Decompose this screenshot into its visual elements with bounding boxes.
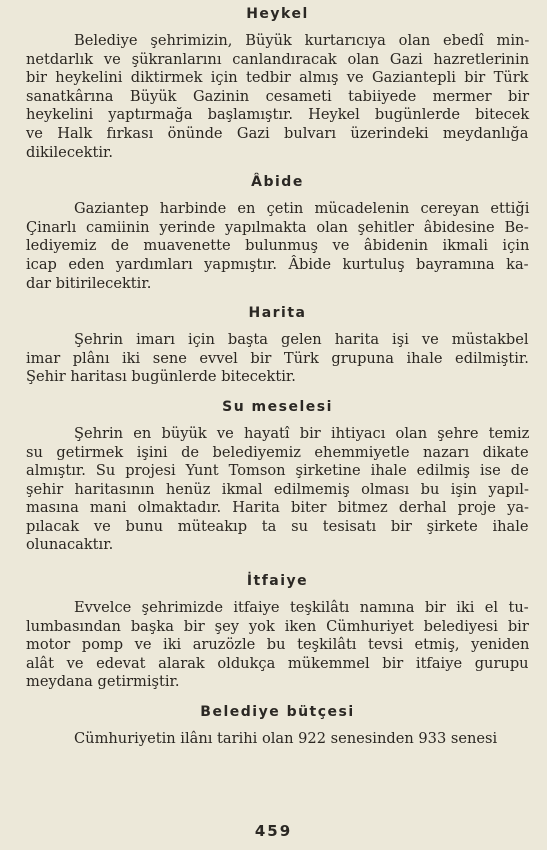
section-heading: Heykel — [246, 6, 309, 22]
text-line: dar bitirilecektir. — [26, 274, 152, 292]
text-line: şehir haritasının henüz ikmal edilmemiş olması bu işin yapıl- — [26, 480, 529, 498]
page-number: 459 — [254, 822, 293, 840]
text-line: Şehrin imarı için başta gelen harita işi ve müstakbel — [74, 331, 529, 349]
text-line: Cümhuriyetin ilânı tarihi olan 922 senesinden 933 senesi — [74, 730, 498, 748]
section-heading: İtfaiye — [246, 573, 309, 590]
section-paragraph — [26, 331, 529, 387]
section-heading: Belediye bütçesi — [200, 704, 355, 721]
section-abide — [26, 174, 529, 293]
text-line: bir heykelini diktirmek için tedbir almış ve Gaziantepli bir Türk — [26, 69, 529, 87]
text-line: ve Halk fırkası önünde Gazi bulvarı üzerindeki meydanlığa — [26, 124, 529, 142]
text-line: Gaziantep harbinde en çetin mücadelenin cereyan ettiği — [74, 200, 530, 218]
text-line: meydana getirmiştir. — [26, 673, 180, 691]
section-itfaiye — [26, 573, 529, 692]
text-line: Şehir haritası bugünlerde bitecektir. — [26, 368, 296, 386]
section-harita — [26, 305, 529, 387]
text-line: pılacak ve bunu müteakıp ta su tesisatı bir şirkete ihale — [26, 517, 529, 535]
section-heading: Harita — [248, 305, 307, 322]
text-line: olunacaktır. — [26, 536, 114, 554]
text-line: heykelini yaptırmağa başlamıştır. Heykel bugünlerde bitecek — [26, 106, 530, 124]
text-line: imar plânı iki sene evvel bir Türk grupuna ihale edilmiştir. — [26, 349, 529, 367]
section-paragraph — [26, 200, 529, 293]
text-line: Evvelce şehrimizde itfaiye teşkilâtı namına bir iki el tu- — [74, 599, 529, 617]
text-line: su getirmek işini de belediyemiz ehemmiyetle nazarı dikate — [26, 443, 529, 461]
text-line: almıştır. Su projesi Yunt Tomson şirketine ihale edilmiş ise de — [26, 462, 529, 480]
text-line: sanatkârına Büyük Gazinin cesameti tabiiyede mermer bir — [26, 87, 530, 105]
section-paragraph — [26, 730, 529, 749]
text-line: alât ve edevat alarak oldukça mükemmel bir itfaiye gurupu — [26, 654, 529, 672]
section-paragraph — [26, 32, 529, 162]
text-line: masına mani olmaktadır. Harita biter bitmez derhal proje ya- — [26, 499, 529, 517]
text-line: icap eden yardımları yapmıştır. Âbide kurtuluş bayramına ka- — [26, 255, 529, 273]
section-heading: Âbide — [251, 174, 304, 191]
section-paragraph — [26, 599, 529, 692]
section-paragraph — [26, 425, 529, 555]
section-heading: Su meselesi — [222, 398, 333, 415]
text-line: Belediye şehrimizin, Büyük kurtarıcıya olan ebedî min- — [74, 32, 530, 49]
section-belediye-butcesi — [26, 704, 529, 749]
section-su-meselesi — [26, 399, 529, 555]
text-line: motor pomp ve iki aruzözle bu teşkilâtı tevsi etmiş, yeniden — [26, 636, 530, 654]
text-line: lediyemiz de muavenette bulunmuş ve âbidenin ikmali için — [26, 237, 530, 255]
text-line: Çinarlı camiinin yerinde yapılmakta olan şehitler âbidesine Be- — [26, 218, 529, 236]
text-line: dikilecektir. — [26, 143, 114, 161]
section-heykel — [26, 6, 529, 162]
text-line: netdarlık ve şükranlarını canlandıracak olan Gazi hazretlerinin — [26, 50, 530, 68]
text-line: lumbasından başka bir şey yok iken Cümhuriyet belediyesi bir — [26, 617, 529, 635]
text-line: Şehrin en büyük ve hayatî bir ihtiyacı olan şehre temiz — [74, 424, 530, 442]
